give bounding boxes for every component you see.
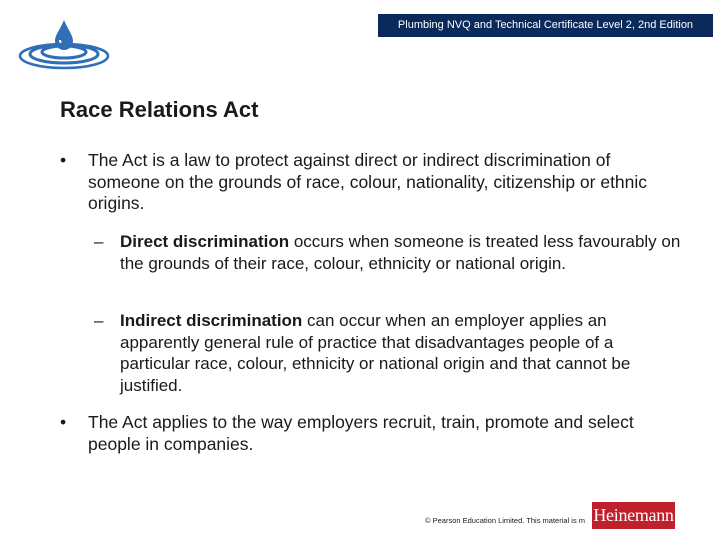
sub-bullet-item bbox=[94, 310, 684, 396]
sub-bullet-item bbox=[94, 231, 684, 274]
bullet-item bbox=[60, 412, 680, 455]
copyright-notice: © Pearson Education Limited. This material is m bbox=[425, 516, 586, 525]
sub-bullet-body: occurs when someone is treated less favourably on the grounds of their race, colour, ethnicity or national origin. bbox=[120, 232, 681, 273]
sub-bullet-marker: – bbox=[94, 311, 104, 330]
sub-bullet-text bbox=[120, 310, 684, 396]
bullet-text: The Act applies to the way employers recruit, train, promote and select people in companies. bbox=[88, 412, 634, 454]
bullet-item bbox=[60, 150, 680, 215]
bullet-marker: • bbox=[60, 150, 67, 170]
sub-bullet-body: can occur when an employer applies an apparently general rule of practice that disadvantages people of a particular race, colour, ethnicity or national origin and that cannot be justified. bbox=[120, 311, 631, 395]
slide-title: Race Relations Act bbox=[60, 97, 259, 122]
sub-bullet-term: Direct discrimination bbox=[120, 232, 290, 251]
header-banner: Plumbing NVQ and Technical Certificate Level 2, 2nd Edition bbox=[378, 14, 713, 37]
sub-bullet-marker: – bbox=[94, 232, 104, 251]
publisher-logo: Heinemann bbox=[592, 502, 675, 529]
sub-bullet-text bbox=[120, 231, 684, 274]
bullet-marker: • bbox=[60, 412, 67, 432]
water-drop-ripple-icon bbox=[14, 14, 110, 70]
sub-bullet-term: Indirect discrimination bbox=[120, 311, 303, 330]
bullet-text: The Act is a law to protect against direct or indirect discrimination of someone on the grounds of race, colour, nationality, citizenship or ethnic origins. bbox=[88, 150, 648, 213]
